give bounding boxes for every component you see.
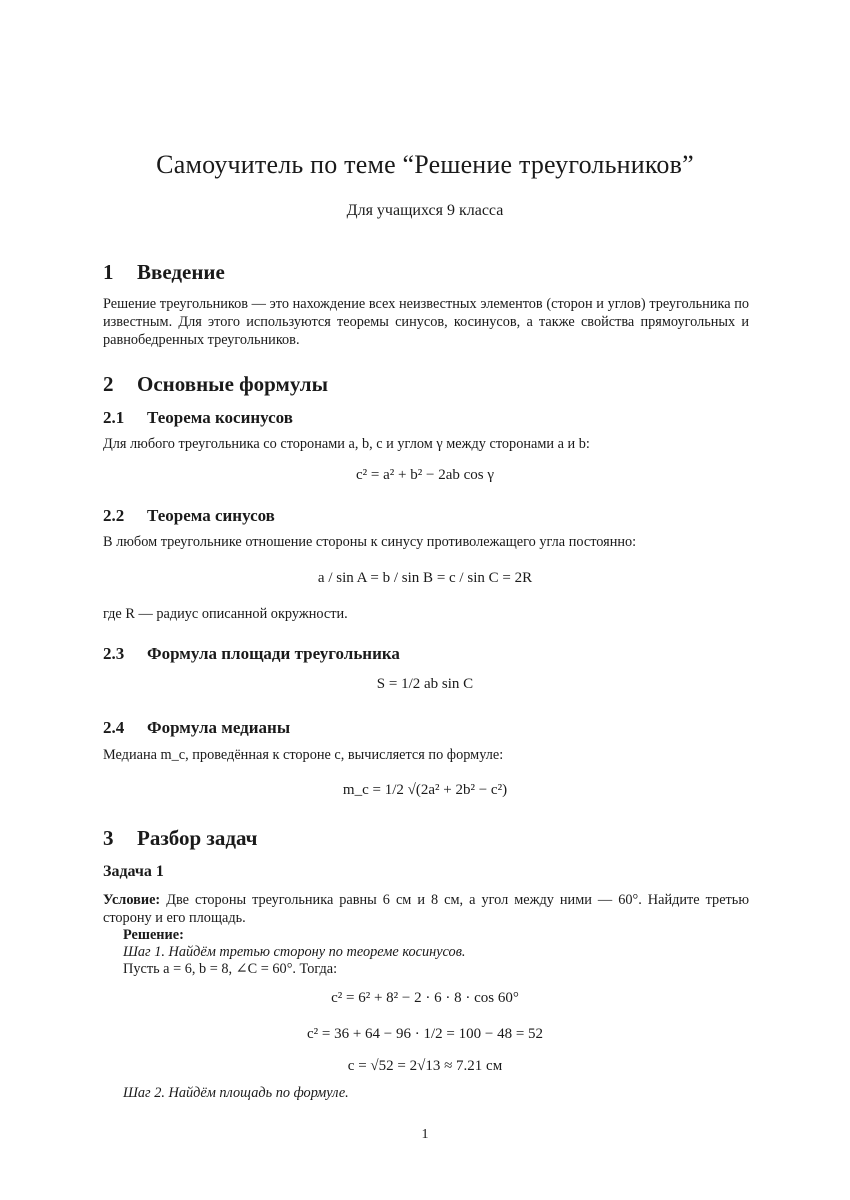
section-heading-formulas: [103, 372, 328, 397]
median-formula: m_c = 1/2 √(2a² + 2b² − c²): [342, 782, 508, 798]
solution-given: Пусть a = 6, b = 8, ∠C = 60°. Тогда:: [123, 961, 338, 977]
condition-label: Условие:: [103, 892, 161, 908]
condition-text: Две стороны треугольника равны 6 см и 8 см, а угол между ними — 60°. Найдите третью сторону и его площадь.: [103, 892, 749, 926]
subsection-title: Теорема синусов: [147, 506, 275, 525]
page-number: 1: [421, 1127, 429, 1142]
subsection-title: Формула площади треугольника: [147, 644, 400, 663]
section-number: 3: [103, 826, 114, 850]
subsection-number: 2.4: [103, 718, 125, 737]
cosine-formula: c² = a² + b² − 2ab cos γ: [356, 467, 494, 483]
intro-paragraph: Решение треугольников — это нахождение всех неизвестных элементов (сторон и углов) треугольника по известным. Для этого используются теоремы синусов, косинусов, а также свойства прямоугольных и равнобедренных треугольников.: [103, 296, 749, 348]
section-number: 1: [103, 260, 114, 284]
section-heading-intro: [103, 260, 225, 285]
subsection-title: Формула медианы: [147, 718, 291, 737]
problem-condition: [103, 891, 749, 927]
sine-description: В любом треугольнике отношение стороны к синусу противолежащего угла постоянно:: [103, 534, 637, 550]
subsection-number: 2.1: [103, 408, 125, 427]
section-title: Введение: [137, 260, 225, 284]
subsection-heading-cosine: [103, 408, 293, 428]
cosine-description: Для любого треугольника со сторонами a, b, c и углом γ между сторонами a и b:: [103, 436, 590, 452]
subsection-heading-median: [103, 718, 290, 738]
subsection-number: 2.2: [103, 506, 125, 525]
solution-equation-3: c = √52 = 2√13 ≈ 7.21 см: [347, 1058, 503, 1074]
solution-step-1: Шаг 1. Найдём третью сторону по теореме косинусов.: [123, 944, 466, 960]
section-number: 2: [103, 372, 114, 396]
section-title: Разбор задач: [137, 826, 258, 850]
section-heading-problems: [103, 826, 257, 851]
solution-equation-2: c² = 36 + 64 − 96 · 1/2 = 100 − 48 = 52: [306, 1026, 544, 1042]
problem-title: Задача 1: [103, 863, 164, 880]
solution-step-2: Шаг 2. Найдём площадь по формуле.: [123, 1085, 349, 1101]
document-title: Самоучитель по теме “Решение треугольников”: [156, 150, 694, 179]
subsection-heading-area: [103, 644, 400, 664]
subsection-heading-sine: [103, 506, 275, 526]
section-title: Основные формулы: [137, 372, 328, 396]
subsection-number: 2.3: [103, 644, 125, 663]
sine-formula: a / sin A = b / sin B = c / sin C = 2R: [317, 570, 533, 586]
sine-note: где R — радиус описанной окружности.: [103, 606, 348, 622]
area-formula: S = 1/2 ab sin C: [376, 676, 474, 692]
solution-equation-1: c² = 6² + 8² − 2 · 6 · 8 · cos 60°: [331, 990, 519, 1006]
solution-label: Решение:: [123, 927, 184, 943]
median-description: Медиана m_c, проведённая к стороне c, вычисляется по формуле:: [103, 747, 504, 763]
document-subtitle: Для учащихся 9 класса: [346, 202, 504, 219]
subsection-title: Теорема косинусов: [147, 408, 293, 427]
